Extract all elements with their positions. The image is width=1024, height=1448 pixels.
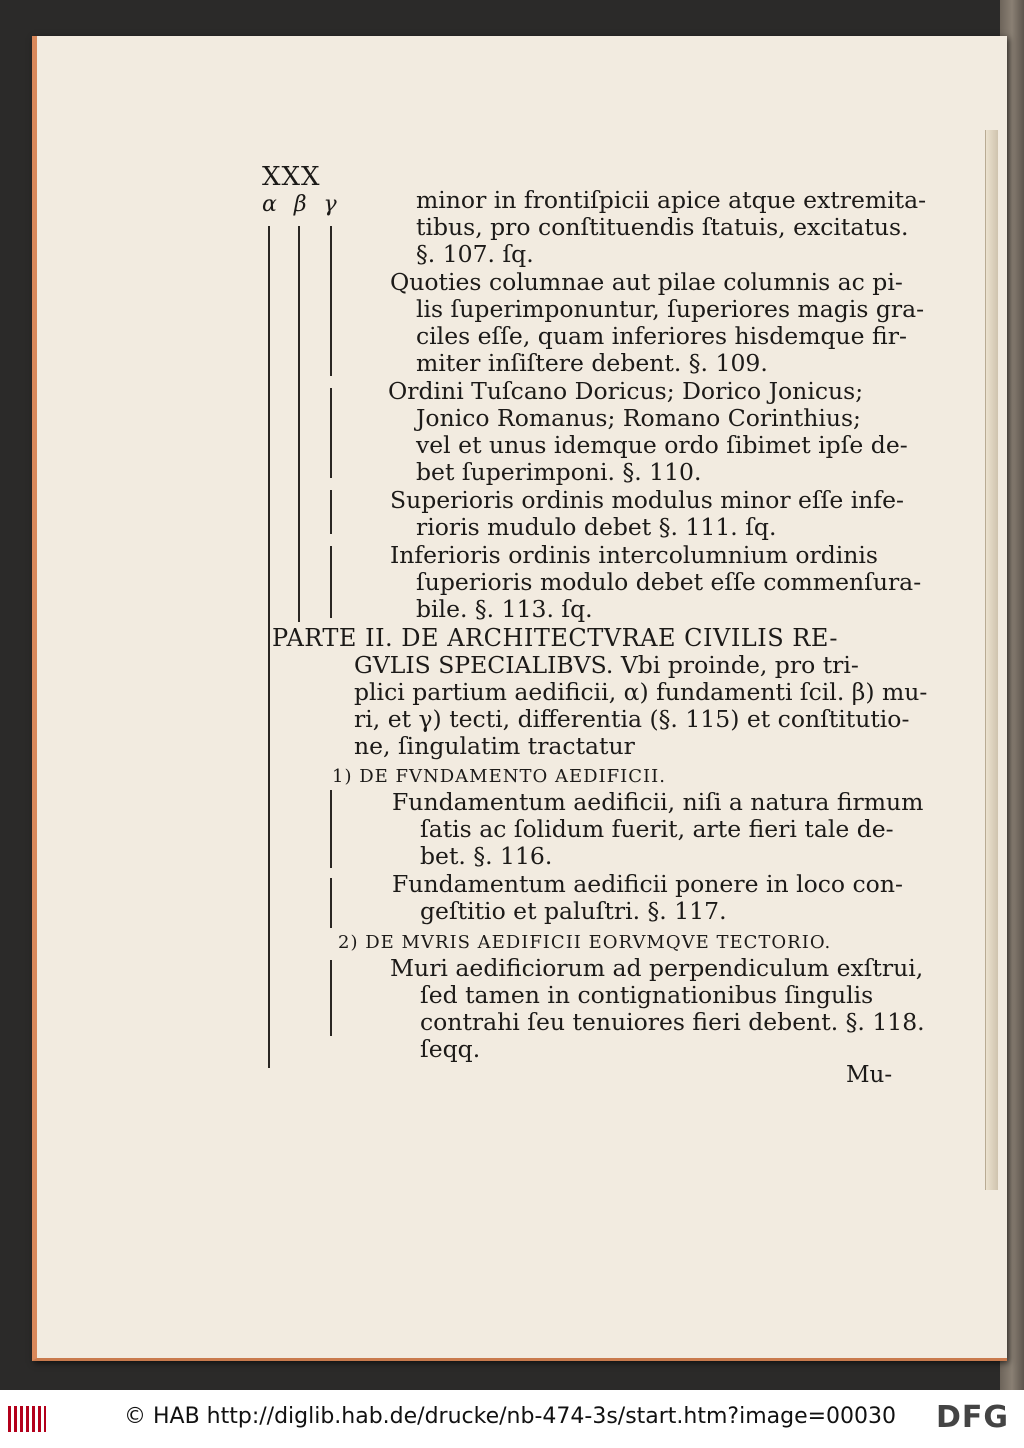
running-head: XXX: [262, 162, 321, 192]
text-line: ſeqq.: [420, 1035, 481, 1063]
bracket-bar: [268, 226, 270, 1066]
text-line: Fundamentum aedificii, niſi a natura firmum: [392, 788, 924, 816]
text-line: ri, et γ) tecti, differentia (§. 115) et conſtitutio-: [354, 705, 910, 733]
copyright-url[interactable]: © HAB http://diglib.hab.de/drucke/nb-474-3s/start.htm?image=00030: [124, 1404, 897, 1429]
page-gutter: [985, 130, 998, 1190]
text-line: geſtitio et paluſtri. §. 117.: [420, 897, 727, 925]
subsection-heading: 1) DE FVNDAMENTO AEDIFICII.: [332, 766, 666, 787]
text-line: Fundamentum aedificii ponere in loco con-: [392, 870, 903, 898]
text-line: lis ſuperimponuntur, ſuperiores magis gra-: [416, 295, 925, 323]
text-line: plici partium aedificii, α) fundamenti ſcil. β) mu-: [354, 678, 928, 706]
text-line: bet ſuperimponi. §. 110.: [416, 458, 702, 486]
greek-markers: α β γ: [262, 192, 337, 217]
text-line: Inferioris ordinis intercolumnium ordinis: [390, 541, 878, 569]
hab-logo-icon: [8, 1406, 46, 1432]
viewer-footer: [0, 1390, 1024, 1448]
text-line: Muri aedificiorum ad perpendiculum exſtrui,: [390, 954, 924, 982]
text-line: Jonico Romanus; Romano Corinthius;: [416, 404, 861, 432]
text-line: ſed tamen in contignationibus ſingulis: [420, 981, 874, 1009]
text-line: Quoties columnae aut pilae columnis ac pi-: [390, 268, 903, 296]
bracket-bar: [330, 226, 332, 376]
bracket-bar: [330, 878, 332, 928]
text-line: GVLIS SPECIALIBVS. Vbi proinde, pro tri-: [354, 651, 859, 679]
text-line: ſuperioris modulo debet eſſe commenſura-: [416, 568, 922, 596]
dfg-logo: DFG: [936, 1400, 1010, 1435]
text-line: tibus, pro conſtituendis ſtatuis, excitatus.: [416, 213, 909, 241]
text-line: ſatis ac ſolidum fuerit, arte fieri tale de-: [420, 815, 894, 843]
bracket-bar: [330, 546, 332, 618]
text-line: vel et unus idemque ordo ſibimet ipſe de-: [416, 431, 908, 459]
section-heading: PARTE II. DE ARCHITECTVRAE CIVILIS RE-: [272, 624, 838, 652]
text-line: Ordini Tuſcano Doricus; Dorico Jonicus;: [388, 377, 864, 405]
text-line: minor in frontiſpicii apice atque extremita-: [416, 186, 927, 214]
subsection-heading: 2) DE MVRIS AEDIFICII EORVMQVE TECTORIO.: [338, 932, 832, 953]
text-line: ne, ſingulatim tractatur: [354, 732, 635, 760]
text-line: ciles eſſe, quam inferiores hisdemque fir-: [416, 322, 907, 350]
bracket-bar: [330, 960, 332, 1036]
bracket-bar: [330, 490, 332, 534]
text-line: bet. §. 116.: [420, 842, 553, 870]
text-line: miter inſiſtere debent. §. 109.: [416, 349, 768, 377]
bracket-bar: [330, 388, 332, 478]
text-line: rioris mudulo debet §. 111. ſq.: [416, 513, 777, 541]
bracket-bar: [330, 790, 332, 868]
bracket-bar: [298, 226, 300, 622]
catchword: Mu-: [846, 1062, 893, 1088]
text-line: bile. §. 113. ſq.: [416, 595, 593, 623]
bracket-bar: [268, 1048, 270, 1068]
text-line: §. 107. ſq.: [416, 240, 534, 268]
text-line: Superioris ordinis modulus minor eſſe infe-: [390, 486, 904, 514]
text-line: contrahi ſeu tenuiores fieri debent. §. 118.: [420, 1008, 925, 1036]
